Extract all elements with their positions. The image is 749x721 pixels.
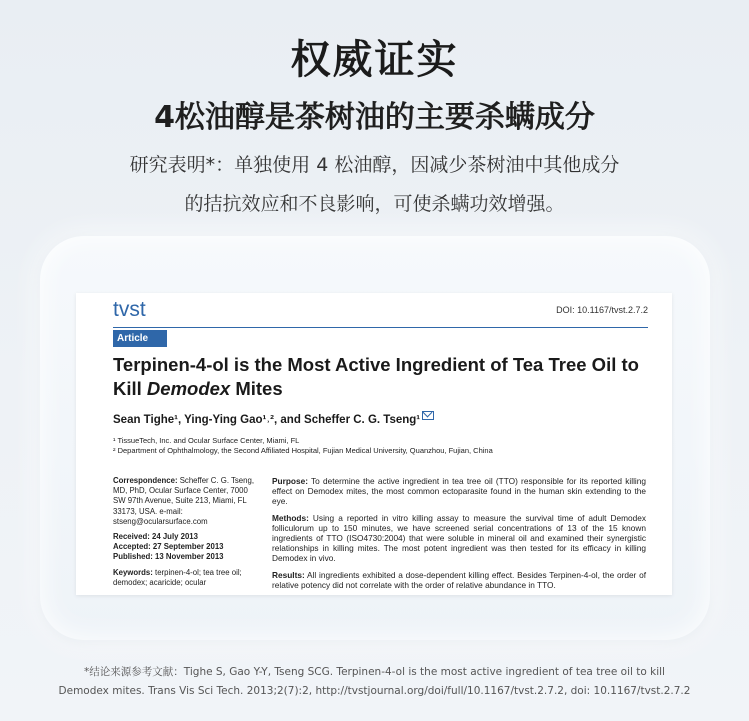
keywords-label: Keywords:	[113, 567, 153, 577]
paper-title	[113, 353, 658, 401]
paper-title-italic: Demodex	[146, 378, 231, 399]
keywords	[113, 568, 261, 588]
paper-abstract	[272, 476, 646, 595]
accepted-date: Accepted: 27 September 2013	[113, 542, 224, 552]
paper-sidebar	[113, 476, 261, 588]
results-paragraph	[272, 570, 646, 590]
journal-logo: tvst	[113, 298, 146, 321]
methods-label: Methods:	[272, 512, 309, 523]
header-rule	[113, 327, 648, 328]
mail-icon	[422, 411, 434, 420]
purpose-label: Purpose:	[272, 476, 308, 486]
page-title: 权威证实	[290, 37, 459, 83]
methods-paragraph	[272, 513, 646, 564]
reference-line-2: Demodex mites. Trans Vis Sci Tech. 2013;2(7):2, http://tvstjournal.org/doi/full/10.1167/tvst.2.7.2, doi: 10.1167/tvst.2.7.2	[58, 685, 691, 697]
paper-title-part2: Mites	[230, 378, 283, 399]
article-badge: Article	[113, 330, 167, 347]
correspondence-text: Scheffer C. G. Tseng, MD, PhD, Ocular Surface Center, 7000 SW 97th Avenue, Suite 213, Miami, FL 33173, USA. e-mail: stseng@ocularsurface.com	[113, 476, 254, 526]
affiliation-1: ¹ TissueTech, Inc. and Ocular Surface Center, Miami, FL	[113, 436, 300, 445]
correspondence	[113, 476, 261, 527]
page-subtitle: 4松油醇是茶树油的主要杀螨成分	[154, 100, 595, 135]
paper-title-part1: Terpinen-4-ol is the Most Active Ingredient of Tea Tree Oil to Kill	[113, 354, 639, 399]
affiliation-2: ² Department of Ophthalmology, the Second Affiliated Hospital, Fujian Medical University, Quanzhou, Fujian, China	[113, 446, 493, 455]
paper-excerpt	[76, 293, 672, 595]
authors-text: Sean Tighe¹, Ying-Ying Gao¹˒², and Scheffer C. G. Tseng¹	[113, 414, 421, 426]
results-text: All ingredients exhibited a dose-dependent killing effect. Besides Terpinen-4-ol, the order of relative potency did not correlate with the order of relative abundance in TTO.	[272, 569, 646, 590]
received-date: Received: 24 July 2013	[113, 532, 198, 542]
description-line-2: 的拮抗效应和不良影响，可使杀螨功效增强。	[184, 193, 565, 215]
methods-text: Using a reported in vitro killing assay to measure the survival time of adult Demodex folliculorum up to 150 minutes, we have screened serial concentrations of 13 of the 15 known ingredients of TTO (ISO4730:2004) that were soluble in mineral oil and examined their synergistic relationships in killing mites. The most potent ingredient was then tested for its efficacy in killing Demodex in vivo.	[272, 512, 646, 564]
results-label: Results:	[272, 569, 305, 580]
correspondence-label: Correspondence:	[113, 476, 178, 485]
description-line-1: 研究表明*：单独使用 4 松油醇，因减少茶树油中其他成分	[129, 154, 620, 176]
purpose-text: To determine the active ingredient in tea tree oil (TTO) responsible for its reported killing effect on Demodex mites, the most common ectoparasite found in the human skin extending to the eye.	[272, 476, 646, 507]
published-date: Published: 13 November 2013	[113, 552, 224, 562]
paper-doi: DOI: 10.1167/tvst.2.7.2	[556, 305, 648, 315]
reference-line-1: *结论来源参考文献：Tighe S, Gao Y-Y, Tseng SCG. Terpinen-4-ol is the most active ingredient of tea tree oil to kill	[84, 666, 665, 678]
purpose-paragraph	[272, 476, 646, 507]
paper-authors	[113, 414, 434, 426]
keywords-text: terpinen-4-ol; tea tree oil; demodex; acaricide; ocular	[113, 567, 242, 587]
